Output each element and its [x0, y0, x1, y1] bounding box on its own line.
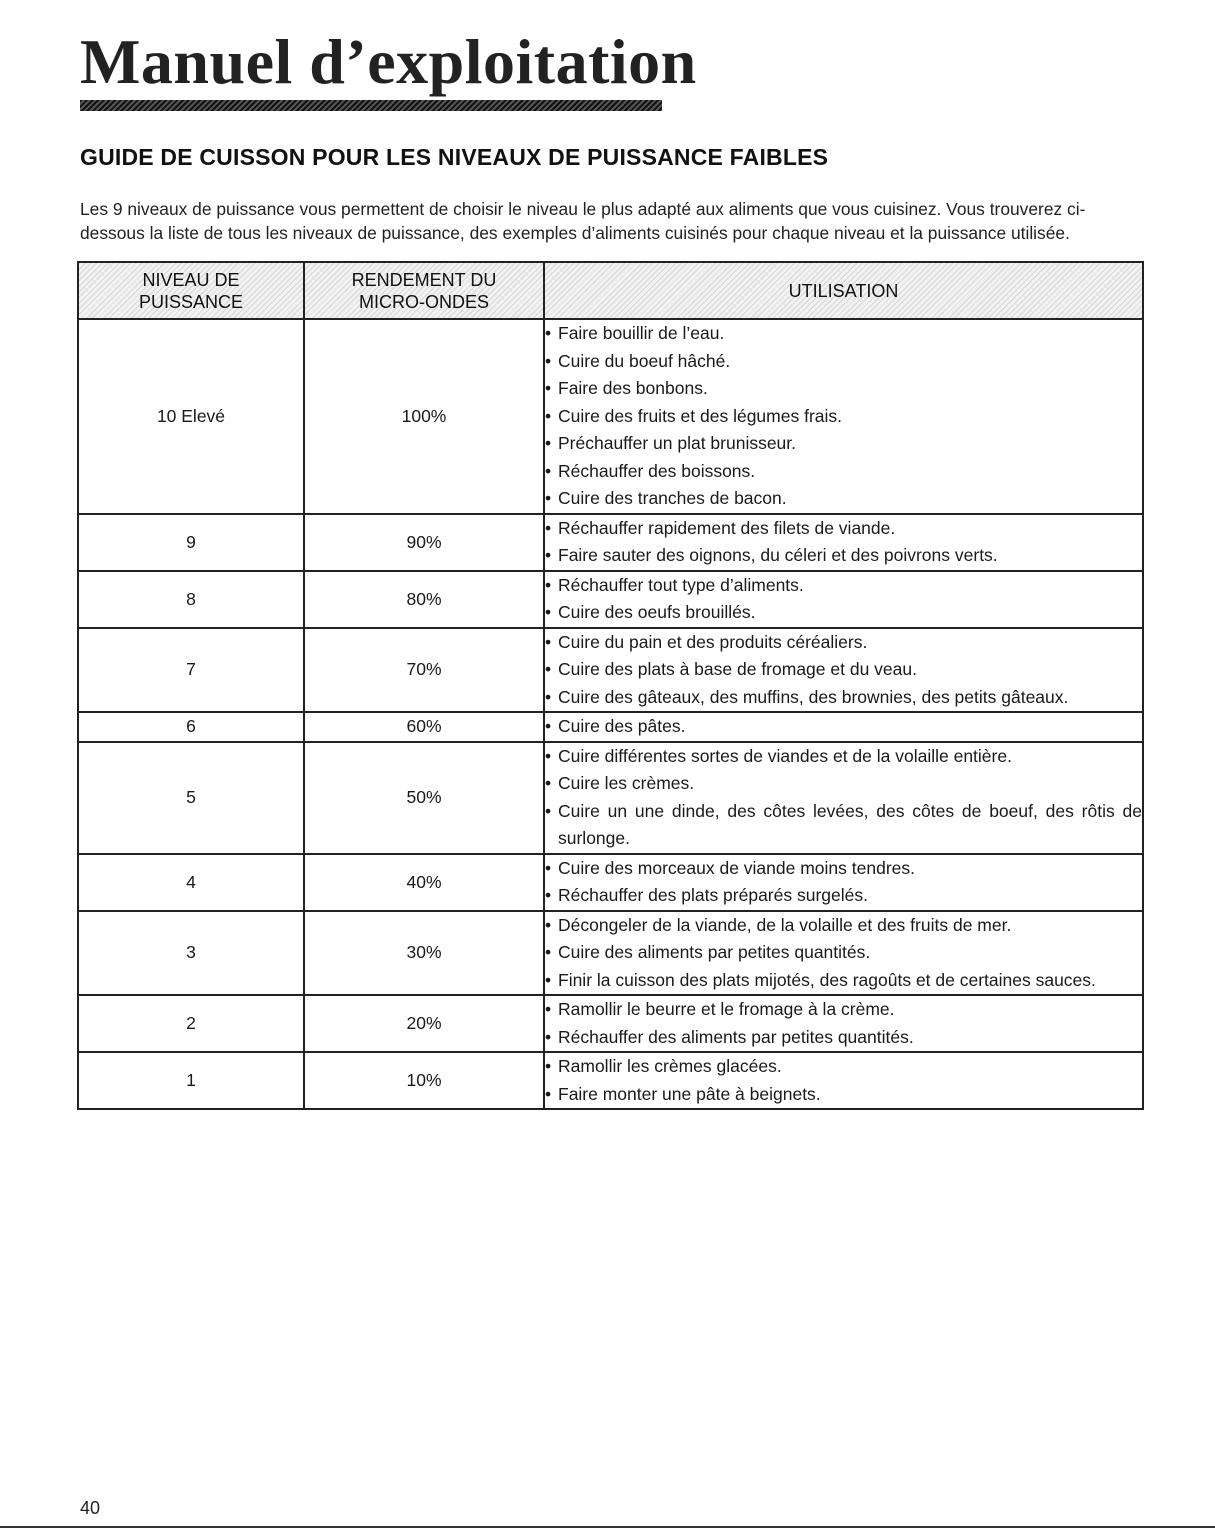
usage-item: • Réchauffer tout type d’aliments.: [545, 572, 1142, 600]
power-level-table: [77, 261, 1144, 1110]
usage-item: • Faire monter une pâte à beignets.: [545, 1081, 1142, 1109]
power-level-cell: 10 Elevé: [78, 319, 304, 514]
column-header-power-level: NIVEAU DE PUISSANCE: [78, 262, 304, 319]
usage-item: • Cuire des aliments par petites quantités.: [545, 939, 1142, 967]
usage-item: • Cuire un une dinde, des côtes levées, des côtes de boeuf, des rôtis de surlonge.: [545, 798, 1142, 853]
usage-item: • Réchauffer des aliments par petites quantités.: [545, 1024, 1142, 1052]
usage-item: • Cuire des morceaux de viande moins tendres.: [545, 855, 1142, 883]
table-row: [78, 854, 1143, 911]
table-row: [78, 571, 1143, 628]
usage-item: • Cuire des plats à base de fromage et du veau.: [545, 656, 1142, 684]
usage-item: • Cuire les crèmes.: [545, 770, 1142, 798]
power-level-cell: 6: [78, 712, 304, 742]
microwave-output-cell: 100%: [304, 319, 544, 514]
microwave-output-cell: 80%: [304, 571, 544, 628]
usage-item: • Cuire des gâteaux, des muffins, des brownies, des petits gâteaux.: [545, 684, 1142, 712]
usage-item: • Ramollir les crèmes glacées.: [545, 1053, 1142, 1081]
usage-cell: [544, 571, 1143, 628]
title-underline: [80, 100, 662, 111]
usage-cell: [544, 1052, 1143, 1109]
usage-list: [545, 855, 1142, 910]
usage-item: • Finir la cuisson des plats mijotés, des ragoûts et de certaines sauces.: [545, 967, 1142, 995]
table-header-row: [78, 262, 1143, 319]
usage-item: • Cuire des tranches de bacon.: [545, 485, 1142, 513]
usage-item: • Cuire des pâtes.: [545, 713, 1142, 741]
power-level-cell: 1: [78, 1052, 304, 1109]
usage-list: [545, 320, 1142, 513]
power-level-cell: 4: [78, 854, 304, 911]
usage-item: • Cuire des fruits et des légumes frais.: [545, 403, 1142, 431]
power-level-cell: 7: [78, 628, 304, 713]
table-row: [78, 712, 1143, 742]
usage-cell: [544, 319, 1143, 514]
table-row: [78, 1052, 1143, 1109]
usage-item: • Réchauffer rapidement des filets de viande.: [545, 515, 1142, 543]
usage-list: [545, 912, 1142, 995]
microwave-output-cell: 60%: [304, 712, 544, 742]
usage-item: • Cuire du boeuf hâché.: [545, 348, 1142, 376]
usage-item: • Réchauffer des plats préparés surgelés.: [545, 882, 1142, 910]
usage-cell: [544, 742, 1143, 854]
bottom-rule: [0, 1526, 1215, 1528]
usage-list: [545, 515, 1142, 570]
usage-item: • Faire des bonbons.: [545, 375, 1142, 403]
power-level-cell: 5: [78, 742, 304, 854]
usage-cell: [544, 995, 1143, 1052]
table-row: [78, 514, 1143, 571]
usage-list: [545, 1053, 1142, 1108]
usage-item: • Faire bouillir de l’eau.: [545, 320, 1142, 348]
microwave-output-cell: 20%: [304, 995, 544, 1052]
usage-list: [545, 713, 1142, 741]
usage-list: [545, 629, 1142, 712]
microwave-output-cell: 30%: [304, 911, 544, 996]
usage-cell: [544, 854, 1143, 911]
microwave-output-cell: 40%: [304, 854, 544, 911]
section-heading: GUIDE DE CUISSON POUR LES NIVEAUX DE PUISSANCE FAIBLES: [80, 144, 829, 170]
usage-item: • Cuire différentes sortes de viandes et de la volaille entière.: [545, 743, 1142, 771]
usage-list: [545, 572, 1142, 627]
usage-list: [545, 743, 1142, 853]
usage-item: • Ramollir le beurre et le fromage à la crème.: [545, 996, 1142, 1024]
table-row: [78, 319, 1143, 514]
table-row: [78, 742, 1143, 854]
power-level-cell: 8: [78, 571, 304, 628]
microwave-output-cell: 50%: [304, 742, 544, 854]
usage-list: [545, 996, 1142, 1051]
usage-cell: [544, 911, 1143, 996]
usage-item: • Réchauffer des boissons.: [545, 458, 1142, 486]
microwave-output-cell: 70%: [304, 628, 544, 713]
page-title: Manuel d’exploitation: [80, 26, 697, 97]
usage-cell: [544, 712, 1143, 742]
usage-item: • Cuire du pain et des produits céréaliers.: [545, 629, 1142, 657]
usage-cell: [544, 628, 1143, 713]
intro-paragraph: Les 9 niveaux de puissance vous permettent de choisir le niveau le plus adapté aux aliments que vous cuisinez. Vous trouverez ci-dessous la liste de tous les niveaux de puissance, des exemples d’aliments cuisinés pour chaque niveau et la puissance utilisée.: [80, 199, 1086, 243]
power-level-cell: 2: [78, 995, 304, 1052]
power-level-cell: 3: [78, 911, 304, 996]
column-header-microwave-output: RENDEMENT DU MICRO-ONDES: [304, 262, 544, 319]
usage-item: • Faire sauter des oignons, du céleri et des poivrons verts.: [545, 542, 1142, 570]
usage-item: • Décongeler de la viande, de la volaille et des fruits de mer.: [545, 912, 1142, 940]
microwave-output-cell: 90%: [304, 514, 544, 571]
table-row: [78, 995, 1143, 1052]
table-body: [78, 319, 1143, 1109]
column-header-usage: UTILISATION: [544, 262, 1143, 319]
usage-cell: [544, 514, 1143, 571]
microwave-output-cell: 10%: [304, 1052, 544, 1109]
page-number: 40: [80, 1498, 101, 1518]
table-row: [78, 911, 1143, 996]
usage-item: • Cuire des oeufs brouillés.: [545, 599, 1142, 627]
table-row: [78, 628, 1143, 713]
usage-item: • Préchauffer un plat brunisseur.: [545, 430, 1142, 458]
power-level-cell: 9: [78, 514, 304, 571]
